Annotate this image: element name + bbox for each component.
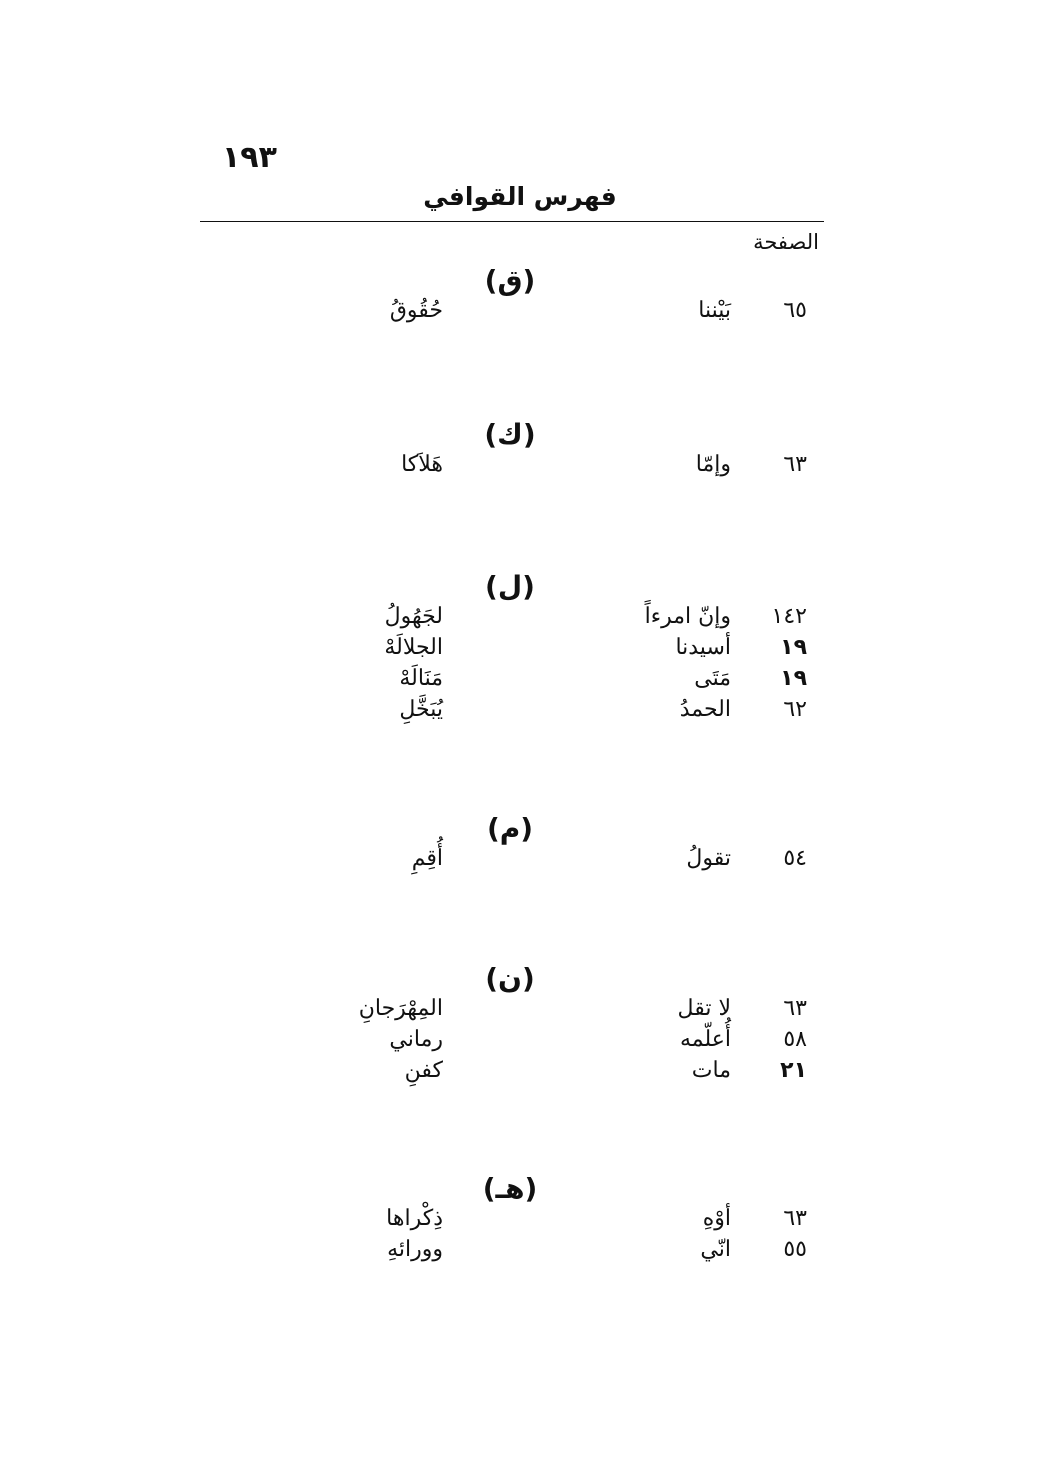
rhyme-word: كفنِ	[404, 1058, 443, 1083]
rhyme-word: حُقُوقُ	[389, 298, 443, 323]
verse-opening: تقولُ	[686, 846, 731, 871]
page-ref: ٦٢	[783, 697, 807, 722]
page-ref: ١٤٢	[771, 604, 807, 629]
verse-opening: أوْهِ	[702, 1206, 731, 1231]
verse-opening: أُعلّمه	[679, 1027, 731, 1052]
verse-opening: لا تقل	[677, 996, 731, 1021]
page-ref: ٥٤	[783, 846, 807, 871]
index-row	[0, 846, 1037, 876]
rhyme-word: أُقِمِ	[411, 846, 443, 871]
rhyme-word: مَنَالَهْ	[399, 666, 443, 691]
page-ref: ٥٥	[783, 1237, 807, 1262]
rhyme-word: لجَهُولُ	[384, 604, 443, 629]
index-row	[0, 697, 1037, 727]
page-title: فهرس القوافي	[423, 182, 617, 211]
header-rule	[200, 221, 824, 222]
page-ref: ٢١	[780, 1058, 807, 1083]
page-ref: ١٩	[780, 666, 807, 691]
rhyme-word: ذِكْراها	[386, 1206, 443, 1231]
index-row	[0, 1027, 1037, 1057]
verse-opening: مَتَى	[694, 666, 731, 691]
verse-opening: انّي	[700, 1237, 731, 1262]
rhyme-word: يُبَخَّلِ	[399, 697, 443, 722]
section-letter-heading: (م)	[486, 812, 534, 845]
verse-opening: الحمدُ	[679, 697, 731, 722]
index-row	[0, 1206, 1037, 1236]
section-letter-heading: (هـ)	[482, 1172, 538, 1205]
page-ref: ٦٣	[783, 1206, 807, 1231]
index-row	[0, 604, 1037, 634]
section-letter-heading: (ق)	[484, 264, 536, 297]
rhyme-word: رماني	[389, 1027, 443, 1052]
page-ref: ٦٣	[783, 996, 807, 1021]
index-row	[0, 1237, 1037, 1267]
index-row	[0, 666, 1037, 696]
verse-opening: بَيْننا	[698, 298, 731, 323]
verse-opening: وإنّ امرءاً	[644, 604, 731, 629]
section-letter-heading: (ن)	[485, 962, 535, 995]
index-row	[0, 996, 1037, 1026]
page-ref: ٥٨	[783, 1027, 807, 1052]
verse-opening: أسيدنا	[675, 635, 731, 660]
verse-opening: وإمّا	[695, 452, 731, 477]
page-ref: ٦٥	[783, 298, 807, 323]
index-row	[0, 1058, 1037, 1088]
index-row	[0, 635, 1037, 665]
rhyme-word: الجلالَهْ	[384, 635, 443, 660]
verse-opening: مات	[691, 1058, 731, 1083]
section-letter-heading: (ك)	[484, 418, 536, 451]
page-ref: ١٩	[780, 635, 807, 660]
rhyme-word: المِهْرَجانِ	[358, 996, 443, 1021]
index-row	[0, 298, 1037, 328]
page-ref: ٦٣	[783, 452, 807, 477]
page-number: ١٩٣	[222, 140, 277, 175]
rhyme-word: وورائهِ	[387, 1237, 443, 1262]
page-column-header: الصفحة	[753, 230, 819, 254]
rhyme-word: هَلاَكا	[401, 452, 443, 477]
index-row	[0, 452, 1037, 482]
section-letter-heading: (ل)	[485, 570, 535, 603]
